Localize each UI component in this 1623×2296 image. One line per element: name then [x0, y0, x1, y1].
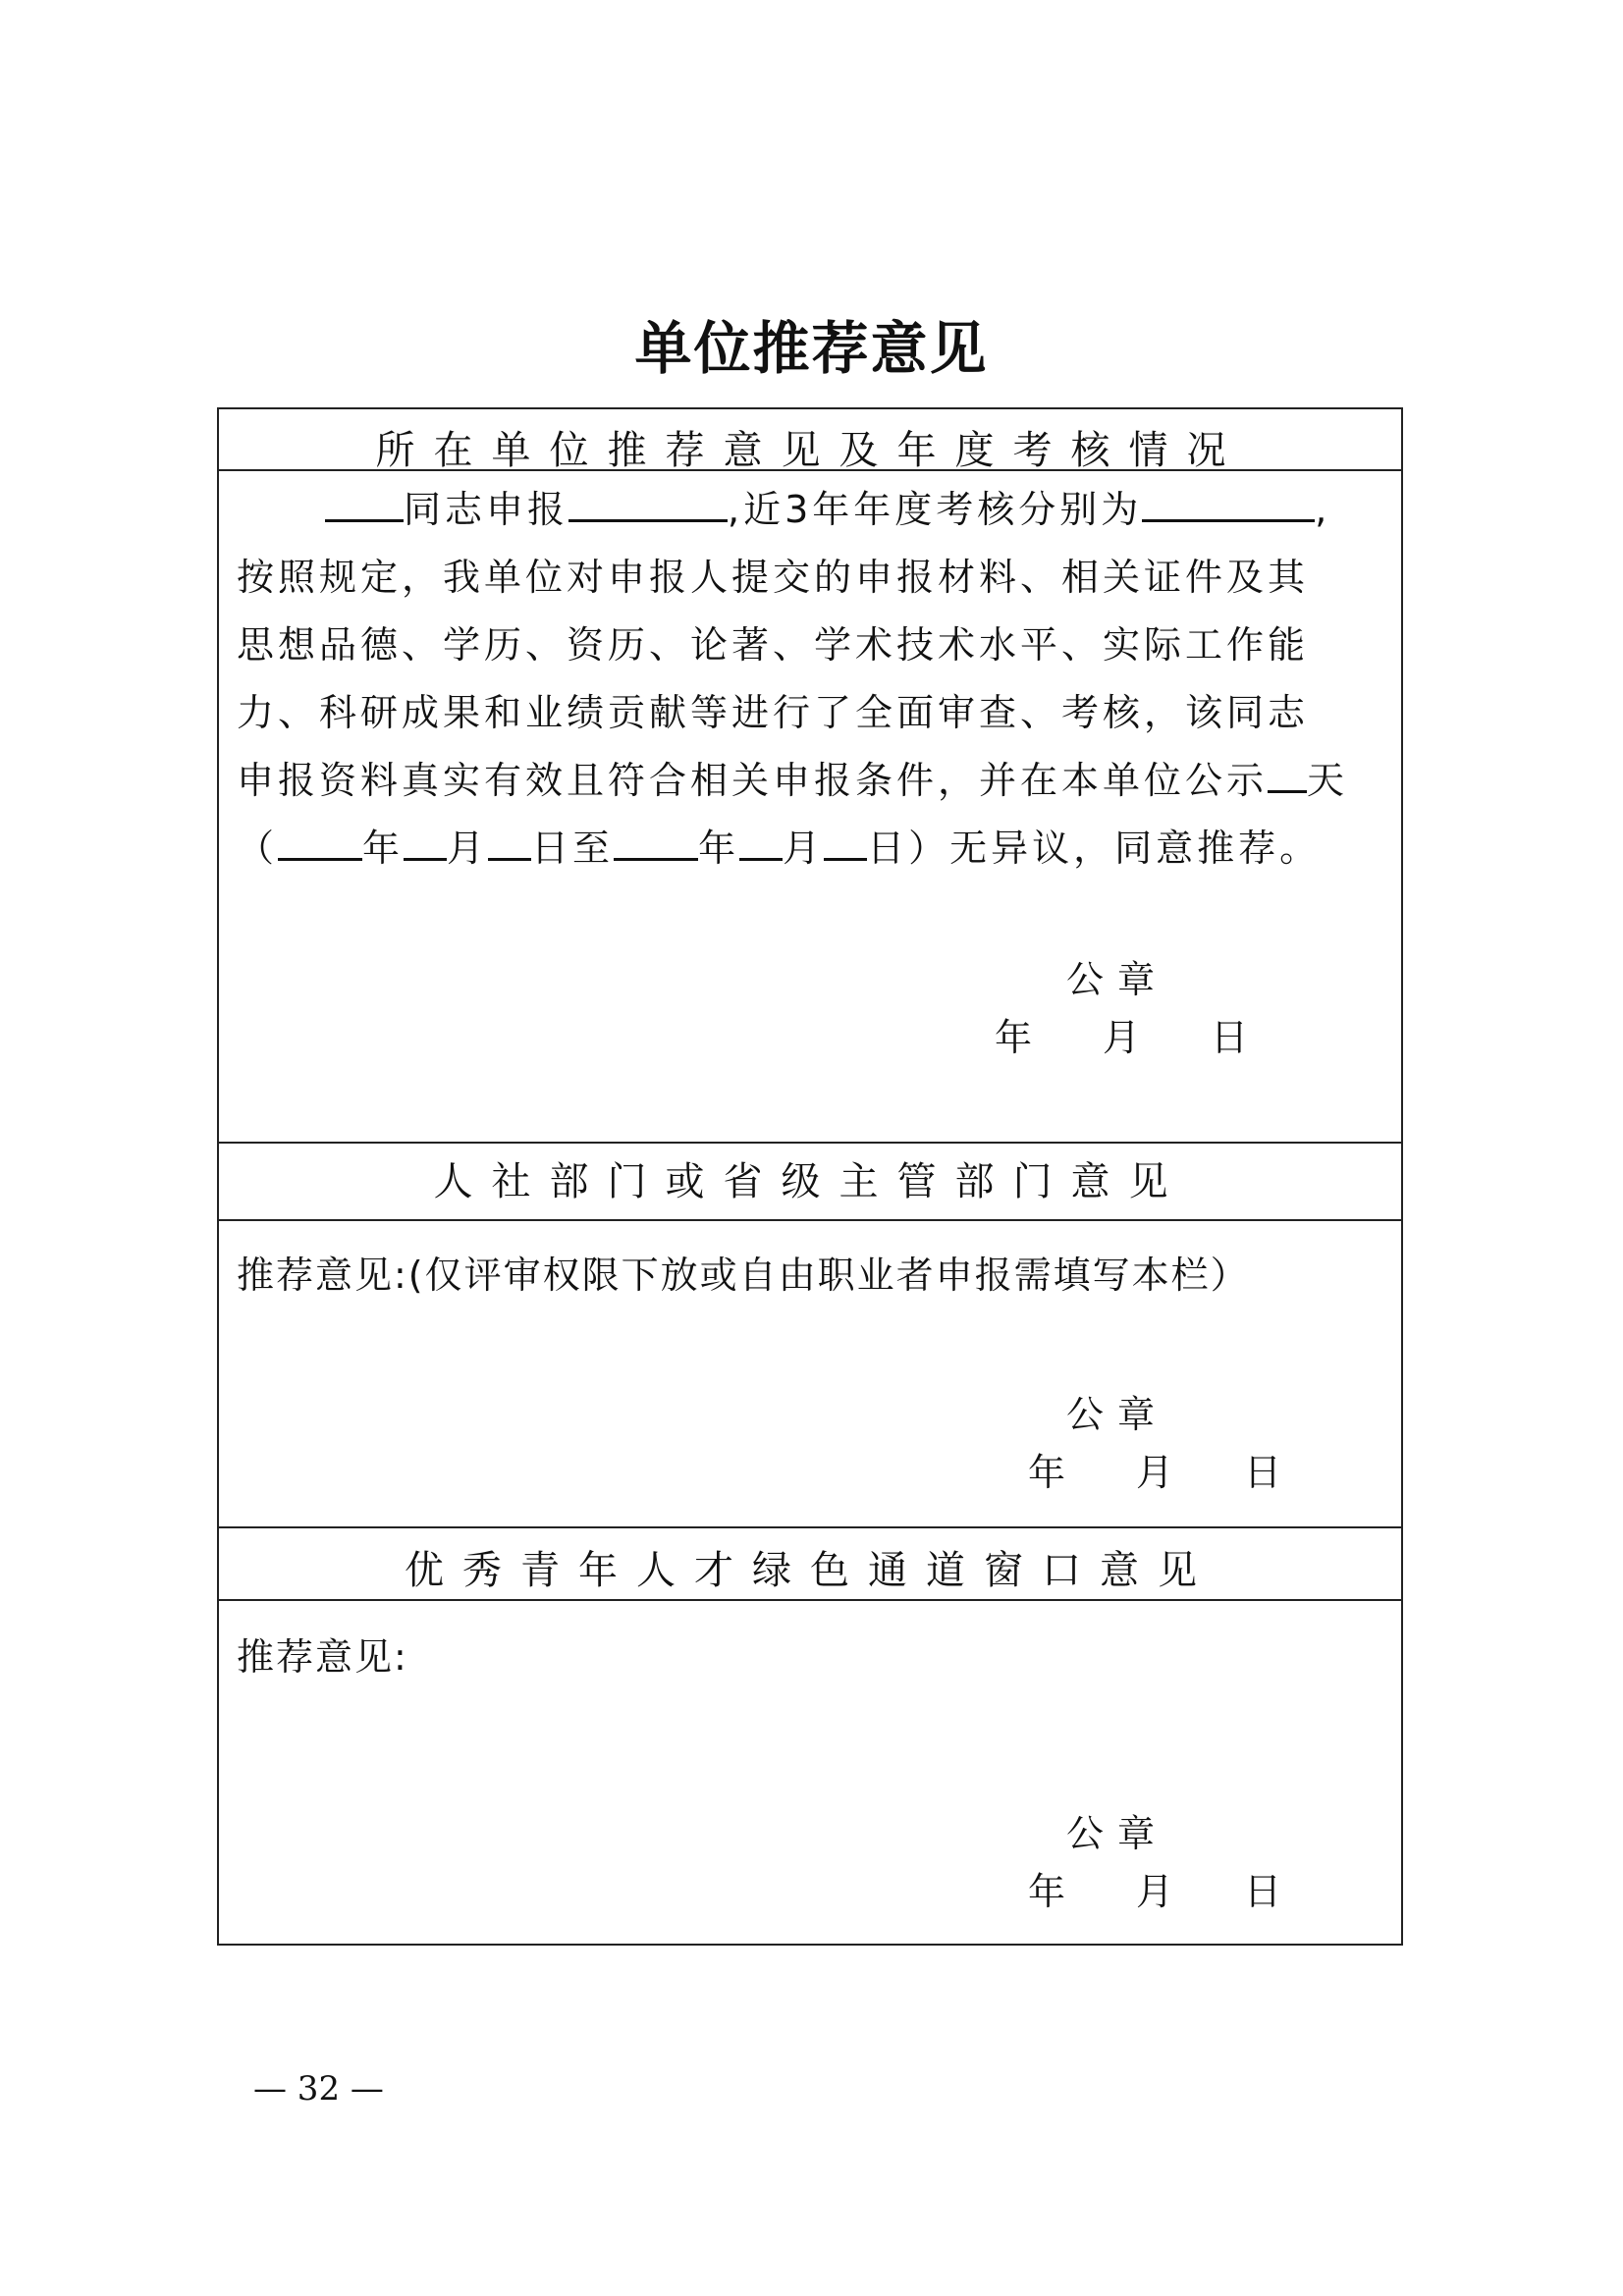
recommendation-table — [217, 407, 1403, 1946]
section-header-unit-recommendation: 所在单位推荐意见及年度考核情况 — [375, 428, 1245, 473]
text-segment: 日 — [867, 827, 909, 870]
table-divider — [219, 469, 1401, 471]
date-day: 日 — [1244, 1870, 1282, 1913]
end-day-blank[interactable] — [824, 823, 867, 861]
end-year-blank[interactable] — [614, 823, 698, 861]
page-number: — 32 — — [253, 2069, 384, 2109]
text-segment: 申报资料真实有效且符合相关申报条件，并在本单位公示 — [237, 759, 1269, 802]
signature-date — [1028, 1861, 1281, 1915]
end-month-blank[interactable] — [739, 823, 783, 861]
page-title: 单位推荐意见 — [634, 315, 989, 382]
official-seal-label: 公章 — [1066, 958, 1169, 1001]
start-year-blank[interactable] — [278, 823, 362, 861]
date-day: 日 — [1244, 1451, 1282, 1494]
text-segment: 年 — [362, 827, 405, 870]
table-divider — [219, 1599, 1401, 1601]
text-segment: , — [1315, 488, 1331, 531]
body-line-1 — [237, 476, 1383, 544]
days-blank[interactable] — [1268, 755, 1307, 793]
table-divider — [219, 1526, 1401, 1528]
date-month: 月 — [1136, 1451, 1174, 1494]
start-month-blank[interactable] — [404, 823, 447, 861]
start-day-blank[interactable] — [488, 823, 531, 861]
date-year: 年 — [1028, 1870, 1066, 1913]
date-day: 日 — [1211, 1016, 1249, 1059]
date-month: 月 — [1136, 1870, 1174, 1913]
body-line-4: 力、科研成果和业绩贡献等进行了全面审查、考核，该同志 — [237, 691, 1310, 734]
text-segment: 日至 — [531, 827, 615, 870]
text-segment: （ — [237, 827, 279, 870]
text-segment: 同志申报 — [404, 488, 569, 531]
body-line-3: 思想品德、学历、资历、论著、学术技术水平、实际工作能 — [237, 623, 1310, 667]
signature-date — [995, 1007, 1248, 1061]
text-segment: 天 — [1307, 759, 1349, 802]
official-seal-label: 公章 — [1066, 1812, 1169, 1855]
text-segment: ,近3年年度考核分别为 — [728, 488, 1143, 531]
date-year: 年 — [995, 1016, 1033, 1059]
official-seal-label: 公章 — [1066, 1393, 1169, 1436]
signature-date — [1028, 1442, 1281, 1496]
table-divider — [219, 1142, 1401, 1144]
body-line-6 — [237, 815, 1383, 882]
section-header-hr-department: 人社部门或省级主管部门意见 — [433, 1159, 1187, 1204]
date-year: 年 — [1028, 1451, 1066, 1494]
text-segment: 月 — [447, 827, 489, 870]
body-line-2: 按照规定，我单位对申报人提交的申报材料、相关证件及其 — [237, 556, 1310, 599]
text-segment: ）无异议，同意推荐。 — [908, 827, 1322, 870]
text-segment: 月 — [783, 827, 825, 870]
body-line-5 — [237, 747, 1383, 815]
position-blank[interactable] — [568, 484, 728, 522]
text-segment: 年 — [698, 827, 740, 870]
assessment-blank[interactable] — [1142, 484, 1315, 522]
section-header-green-channel: 优秀青年人才绿色通道窗口意见 — [405, 1548, 1216, 1593]
unit-recommendation-body — [237, 476, 1383, 882]
opinion-label: 推荐意见: — [237, 1635, 408, 1679]
date-month: 月 — [1103, 1016, 1141, 1059]
table-divider — [219, 1219, 1401, 1221]
name-blank[interactable] — [325, 484, 404, 522]
opinion-label: 推荐意见:(仅评审权限下放或自由职业者申报需填写本栏） — [237, 1254, 1250, 1297]
